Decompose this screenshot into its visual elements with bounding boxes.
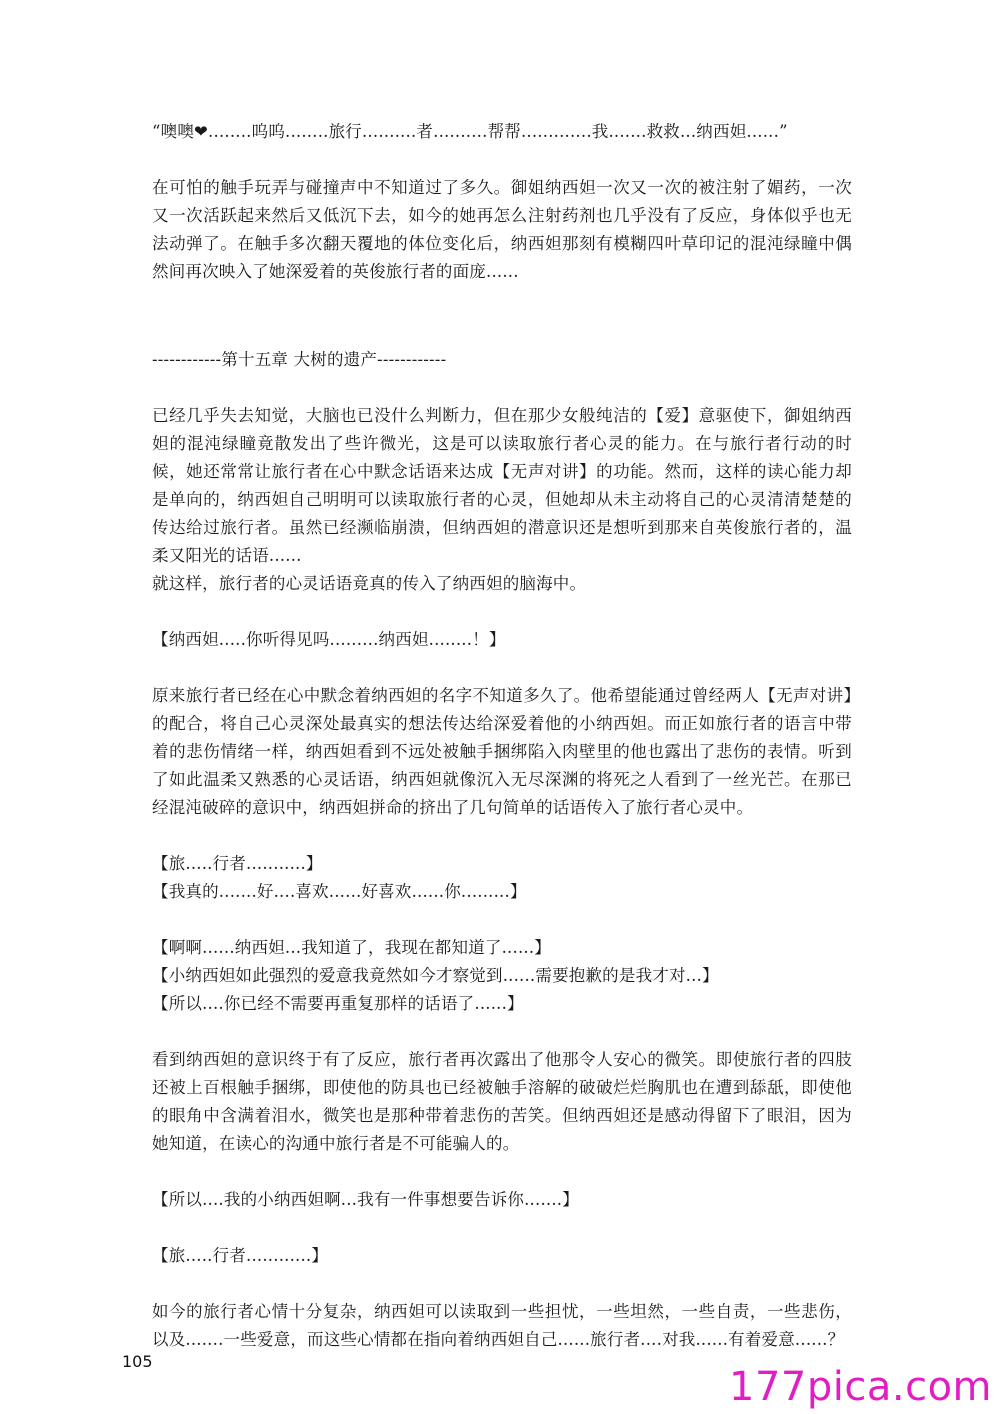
narration-paragraph: 看到纳西妲的意识终于有了反应，旅行者再次露出了他那令人安心的微笑。即使旅行者的四肢还被上百根触手捆绑，即使他的防具也已经被触手溶解的破破烂烂胸肌也在遭到舔舐，即使他的眼角中含满着泪水，微笑也是那种带着悲伤的苦笑。但纳西妲还是感动得留下了眼泪，因为她知道，在读心的沟通中旅行者是不可能骗人的。 bbox=[152, 1050, 852, 1153]
dialogue-line: 【旅.....行者...........】 bbox=[152, 854, 323, 873]
narration-paragraph: 在可怕的触手玩弄与碰撞声中不知道过了多久。御姐纳西妲一次又一次的被注射了媚药，一次又一次活跃起来然后又低沉下去，如今的她再怎么注射药剂也几乎没有了反应，身体似乎也无法动弹了。在触手多次翻天覆地的体位变化后，纳西妲那刻有模糊四叶草印记的混沌绿瞳中偶然间再次映入了她深爱着的英俊旅行者的面庞...... bbox=[152, 178, 852, 281]
dialogue-line: “噢噢❤........呜呜........旅行..........者..........帮帮.............我.......救救...纳西妲......” bbox=[152, 122, 788, 141]
site-watermark: 177pica.com bbox=[729, 1364, 992, 1410]
dialogue-line: 【所以....我的小纳西妲啊...我有一件事想要告诉你.......】 bbox=[152, 1190, 579, 1209]
chapter-heading: ------------第十五章 大树的遗产------------ bbox=[152, 350, 447, 369]
narration-paragraph: 就这样，旅行者的心灵话语竟真的传入了纳西妲的脑海中。 bbox=[152, 574, 587, 593]
dialogue-line: 【啊啊......纳西妲...我知道了，我现在都知道了......】 bbox=[152, 938, 551, 957]
dialogue-line: 【纳西妲.....你听得见吗.........纳西妲........！】 bbox=[152, 630, 506, 649]
dialogue-line: 【所以....你已经不需要再重复那样的话语了......】 bbox=[152, 994, 524, 1013]
page-body bbox=[152, 118, 852, 1354]
dialogue-line: 【旅.....行者............】 bbox=[152, 1246, 329, 1265]
dialogue-line: 【小纳西妲如此强烈的爱意我竟然如今才察觉到......需要抱歉的是我才对...】 bbox=[152, 966, 719, 985]
page-number: 105 bbox=[122, 1352, 153, 1371]
narration-paragraph: 如今的旅行者心情十分复杂，纳西妲可以读取到一些担忧，一些坦然，一些自责，一些悲伤，以及.......一些爱意，而这些心情都在指向着纳西妲自己......旅行者....对我......有着爱意......？ bbox=[152, 1302, 852, 1349]
narration-paragraph: 已经几乎失去知觉，大脑也已没什么判断力，但在那少女般纯洁的【爱】意驱使下，御姐纳西妲的混沌绿瞳竟散发出了些许微光，这是可以读取旅行者心灵的能力。在与旅行者行动的时候，她还常常让旅行者在心中默念话语来达成【无声对讲】的功能。然而，这样的读心能力却是单向的，纳西妲自己明明可以读取旅行者的心灵，但她却从未主动将自己的心灵清清楚楚的传达给过旅行者。虽然已经濒临崩溃，但纳西妲的潜意识还是想听到那来自英俊旅行者的，温柔又阳光的话语...... bbox=[152, 406, 852, 565]
dialogue-line: 【我真的.......好....喜欢......好喜欢......你.........】 bbox=[152, 882, 527, 901]
narration-paragraph: 原来旅行者已经在心中默念着纳西妲的名字不知道多久了。他希望能通过曾经两人【无声对讲】的配合，将自己心灵深处最真实的想法传达给深爱着他的小纳西妲。而正如旅行者的语言中带着的悲伤情绪一样，纳西妲看到不远处被触手捆绑陷入肉壁里的他也露出了悲伤的表情。听到了如此温柔又熟悉的心灵话语，纳西妲就像沉入无尽深渊的将死之人看到了一丝光芒。在那已经混沌破碎的意识中，纳西妲拼命的挤出了几句简单的话语传入了旅行者心灵中。 bbox=[152, 686, 852, 817]
